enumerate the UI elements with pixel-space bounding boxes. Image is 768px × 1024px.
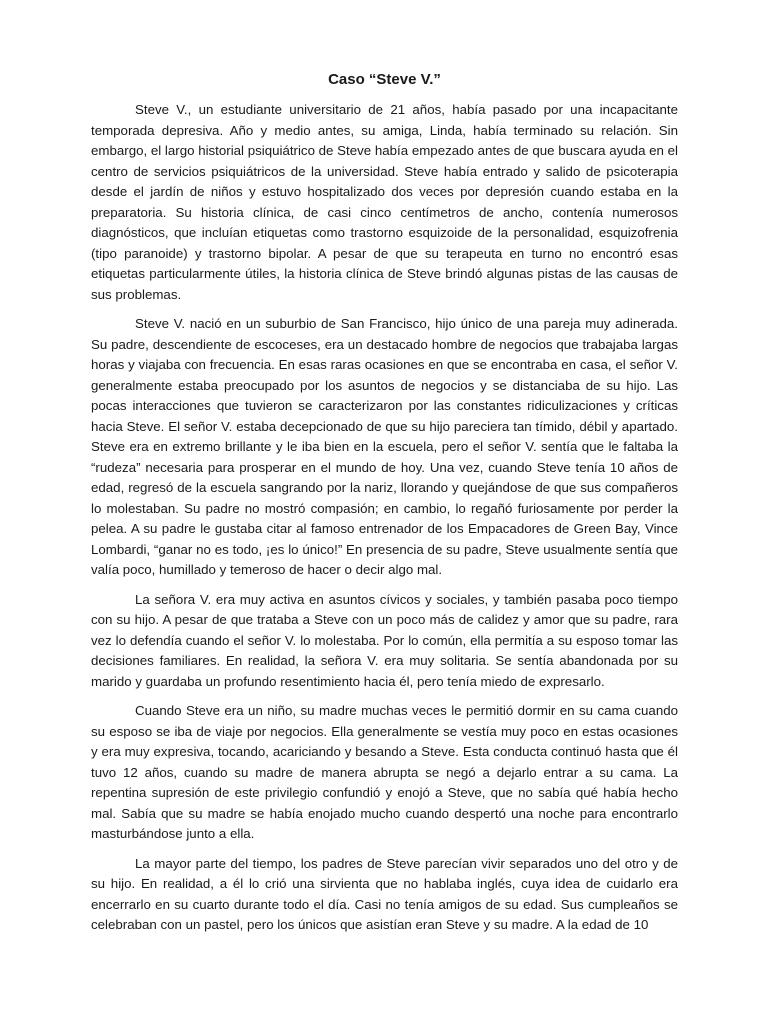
document-page [91,70,678,945]
paragraph: Steve V., un estudiante universitario de 21 años, había pasado por una incapacitante temporada depresiva. Año y medio antes, su amiga, Linda, había terminado su relación. Sin embargo, el largo historial psiquiátrico de Steve había empezado antes de que buscara ayuda en el centro de servicios psiquiátricos de la universidad. Steve había entrado y salido de psicoterapia desde el jardín de niños y estuvo hospitalizado dos veces por depresión cuando estaba en la preparatoria. Su historia clínica, de casi cinco centímetros de ancho, contenía numerosos diagnósticos, que incluían etiquetas como trastorno esquizoide de la personalidad, esquizofrenia (tipo paranoide) y trastorno bipolar. A pesar de que su terapeuta en turno no encontró esas etiquetas particularmente útiles, la historia clínica de Steve brindó algunas pistas de las causas de sus problemas. [91,102,678,302]
paragraph: La señora V. era muy activa en asuntos cívicos y sociales, y también pasaba poco tiempo con su hijo. A pesar de que trataba a Steve con un poco más de calidez y amor que su padre, rara vez lo defendía cuando el señor V. lo molestaba. Por lo común, ella permitía a su esposo tomar las decisiones familiares. En realidad, la señora V. era muy solitaria. Se sentía abandonada por su marido y guardaba un profundo resentimiento hacia él, pero tenía miedo de expresarlo. [91,591,678,689]
paragraph: Cuando Steve era un niño, su madre muchas veces le permitió dormir en su cama cuando su esposo se iba de viaje por negocios. Ella generalmente se vestía muy poco en estas ocasiones y era muy expresiva, tocando, acariciando y besando a Steve. Esta conducta continuó hasta que él tuvo 12 años, cuando su madre de manera abrupta se negó a dejarlo entrar a su cama. La repentina supresión de este privilegio confundió y enojó a Steve, que no sabía qué había hecho mal. Sabía que su madre se había enojado mucho cuando despertó una noche para encontrarlo masturbándose junto a ella. [91,703,678,841]
document-title: Caso “Steve V.” [328,71,441,88]
paragraph: Steve V. nació en un suburbio de San Francisco, hijo único de una pareja muy adinerada. Su padre, descendiente de escoceses, era un destacado hombre de negocios que trabajaba largas horas y viajaba con frecuencia. En esas raras ocasiones en que se encontraba en casa, el señor V. generalmente estaba preocupado por los asuntos de negocios y se distanciaba de su hijo. Las pocas interacciones que tuvieron se caracterizaron por las constantes ridiculizaciones y críticas hacia Steve. El señor V. estaba decepcionado de que su hijo pareciera tan tímido, débil y apartado. Steve era en extremo brillante y le iba bien en la escuela, pero el señor V. sentía que le faltaba la “rudeza” necesaria para prosperar en el mundo de hoy. Una vez, cuando Steve tenía 10 años de edad, regresó de la escuela sangrando por la nariz, llorando y quejándose de que sus compañeros lo molestaban. Su padre no mostró compasión; en cambio, lo regañó furiosamente por perder la pelea. A su padre le gustaba citar al famoso entrenador de los Empacadores de Green Bay, Vince Lombardi, “ganar no es todo, ¡es lo único!” En presencia de su padre, Steve usualmente sentía que valía poco, humillado y temeroso de hacer o decir algo mal. [91,316,678,577]
paragraph: La mayor parte del tiempo, los padres de Steve parecían vivir separados uno del otro y de su hijo. En realidad, a él lo crió una sirvienta que no hablaba inglés, cuya idea de cuidarlo era encerrarlo en su cuarto durante todo el día. Casi no tenía amigos de su edad. Sus cumpleaños se celebraban con un pastel, pero los únicos que asistían eran Steve y su madre. A la edad de 10 [91,855,678,932]
